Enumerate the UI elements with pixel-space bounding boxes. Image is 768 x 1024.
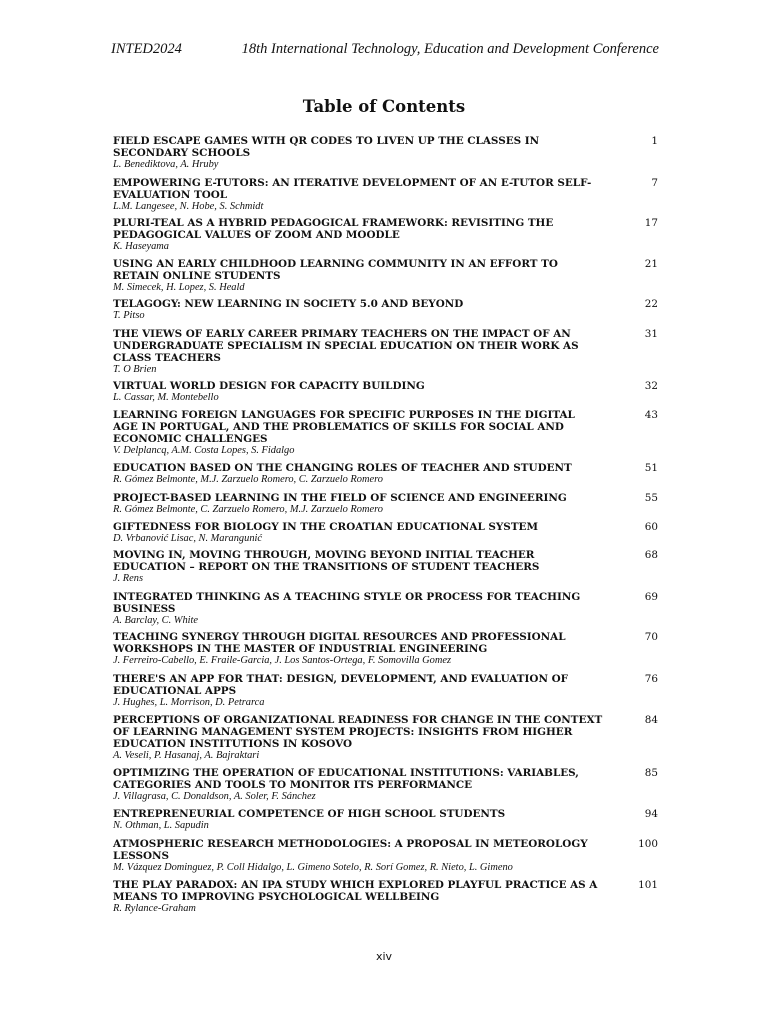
entry-title: EMPOWERING E-TUTORS: AN ITERATIVE DEVELOPMENT OF AN E-TUTOR SELF-EVALUATION TOOL	[113, 177, 592, 201]
toc-entry[interactable]	[113, 409, 658, 457]
toc-entry[interactable]	[113, 177, 658, 213]
entry-authors: A. Veseli, P. Hasanaj, A. Bajraktari	[113, 750, 260, 761]
conference-acronym: INTED2024	[111, 41, 182, 57]
entry-authors: A. Barclay, C. White	[113, 615, 199, 626]
entry-title: PROJECT-BASED LEARNING IN THE FIELD OF SCIENCE AND ENGINEERING	[113, 492, 567, 504]
toc-entry[interactable]	[113, 714, 658, 762]
entry-authors: J. Ferreiro-Cabello, E. Fraile-Garcia, J. Los Santos-Ortega, F. Somovilla Gomez	[113, 655, 452, 666]
entry-page-number: 69	[644, 591, 658, 603]
entry-page-number: 22	[644, 298, 658, 310]
entry-title: ENTREPRENEURIAL COMPETENCE OF HIGH SCHOOL STUDENTS	[113, 808, 506, 820]
page-title: Table of Contents	[302, 97, 466, 116]
toc-entry[interactable]	[113, 591, 658, 627]
toc-entry[interactable]	[113, 135, 658, 171]
entry-page-number: 43	[644, 409, 658, 421]
toc-entry[interactable]	[113, 492, 658, 516]
entry-page-number: 85	[644, 767, 658, 779]
entry-title: THE VIEWS OF EARLY CAREER PRIMARY TEACHERS ON THE IMPACT OF AN UNDERGRADUATE SPECIALISM IN SPECIAL EDUCATION ON THEIR WORK AS CLASS TEACHERS	[113, 328, 579, 364]
entry-page-number: 17	[644, 217, 658, 229]
toc-entry[interactable]	[113, 521, 658, 545]
toc-entry[interactable]	[113, 380, 658, 404]
entry-page-number: 68	[644, 549, 658, 561]
entry-page-number: 1	[651, 135, 658, 147]
entry-authors: R. Gómez Belmonte, C. Zarzuelo Romero, M.J. Zarzuelo Romero	[113, 504, 383, 515]
entry-authors: J. Hughes, L. Morrison, D. Petrarca	[113, 697, 265, 708]
toc-entry[interactable]	[113, 631, 658, 667]
toc-entry[interactable]	[113, 767, 658, 803]
entry-title: VIRTUAL WORLD DESIGN FOR CAPACITY BUILDING	[113, 380, 425, 392]
entry-page-number: 7	[651, 177, 658, 189]
entry-page-number: 60	[644, 521, 658, 533]
toc-entry[interactable]	[113, 298, 658, 322]
entry-page-number: 31	[644, 328, 658, 340]
entry-title: EDUCATION BASED ON THE CHANGING ROLES OF TEACHER AND STUDENT	[113, 462, 572, 474]
entry-authors: L. Cassar, M. Montebello	[113, 392, 219, 403]
toc-entry[interactable]	[113, 549, 658, 585]
entry-page-number: 100	[638, 838, 658, 850]
entry-title: PERCEPTIONS OF ORGANIZATIONAL READINESS FOR CHANGE IN THE CONTEXT OF LEARNING MANAGEMENT SYSTEM PROJECTS: INSIGHTS FROM HIGHER EDUCATION INSTITUTIONS IN KOSOVO	[113, 714, 603, 750]
entry-title: OPTIMIZING THE OPERATION OF EDUCATIONAL INSTITUTIONS: VARIABLES, CATEGORIES AND TOOLS TO MONITOR ITS PERFORMANCE	[113, 767, 579, 791]
entry-authors: V. Delplancq, A.M. Costa Lopes, S. Fidalgo	[113, 445, 295, 456]
conference-name: 18th International Technology, Education and Development Conference	[241, 41, 659, 57]
entry-authors: D. Vrbanović Lisac, N. Marangunić	[113, 533, 263, 544]
entry-page-number: 94	[644, 808, 658, 820]
page-number-footer: xiv	[375, 950, 393, 963]
entry-title: INTEGRATED THINKING AS A TEACHING STYLE OR PROCESS FOR TEACHING BUSINESS	[113, 591, 581, 615]
entry-title: FIELD ESCAPE GAMES WITH QR CODES TO LIVEN UP THE CLASSES IN SECONDARY SCHOOLS	[113, 135, 540, 159]
entry-authors: N. Othman, L. Sapudin	[113, 820, 209, 831]
entry-title: LEARNING FOREIGN LANGUAGES FOR SPECIFIC PURPOSES IN THE DIGITAL AGE IN PORTUGAL, AND THE PROBLEMATICS OF SKILLS FOR SOCIAL AND ECONOMIC CHALLENGES	[113, 409, 575, 445]
entry-authors: L. Benediktova, A. Hruby	[113, 159, 219, 170]
entry-title: THE PLAY PARADOX: AN IPA STUDY WHICH EXPLORED PLAYFUL PRACTICE AS A MEANS TO IMPROVING PSYCHOLOGICAL WELLBEING	[113, 879, 598, 903]
entry-authors: J. Villagrasa, C. Donaldson, A. Soler, F. Sánchez	[113, 791, 316, 802]
entry-authors: R. Gómez Belmonte, M.J. Zarzuelo Romero, C. Zarzuelo Romero	[113, 474, 383, 485]
entry-page-number: 101	[638, 879, 658, 891]
entry-title: PLURI-TEAL AS A HYBRID PEDAGOGICAL FRAMEWORK: REVISITING THE PEDAGOGICAL VALUES OF ZOOM AND MOODLE	[113, 217, 554, 241]
entry-authors: T. O Brien	[113, 364, 157, 375]
toc-entry[interactable]	[113, 217, 658, 253]
entry-authors: M. Simecek, H. Lopez, S. Heald	[113, 282, 245, 293]
toc-entry[interactable]	[113, 462, 658, 486]
toc-entry[interactable]	[113, 838, 658, 874]
entry-authors: M. Vázquez Dominguez, P. Coll Hidalgo, L. Gimeno Sotelo, R. Sorí Gomez, R. Nieto, L. Gimeno	[113, 862, 513, 873]
entry-authors: J. Rens	[113, 573, 144, 584]
entry-title: GIFTEDNESS FOR BIOLOGY IN THE CROATIAN EDUCATIONAL SYSTEM	[113, 521, 538, 533]
toc-entry[interactable]	[113, 879, 658, 915]
entry-title: MOVING IN, MOVING THROUGH, MOVING BEYOND INITIAL TEACHER EDUCATION – REPORT ON THE TRANSITIONS OF STUDENT TEACHERS	[113, 549, 540, 573]
entry-title: ATMOSPHERIC RESEARCH METHODOLOGIES: A PROPOSAL IN METEOROLOGY LESSONS	[113, 838, 588, 862]
entry-title: USING AN EARLY CHILDHOOD LEARNING COMMUNITY IN AN EFFORT TO RETAIN ONLINE STUDENTS	[113, 258, 558, 282]
entry-title: TEACHING SYNERGY THROUGH DIGITAL RESOURCES AND PROFESSIONAL WORKSHOPS IN THE MASTER OF INDUSTRIAL ENGINEERING	[113, 631, 566, 655]
entry-page-number: 21	[644, 258, 658, 270]
entry-title: TELAGOGY: NEW LEARNING IN SOCIETY 5.0 AND BEYOND	[113, 298, 464, 310]
toc-entry[interactable]	[113, 673, 658, 709]
entry-authors: R. Rylance-Graham	[113, 903, 196, 914]
entry-authors: K. Haseyama	[113, 241, 169, 252]
entry-authors: L.M. Langesee, N. Hobe, S. Schmidt	[113, 201, 264, 212]
toc-entry[interactable]	[113, 258, 658, 294]
entry-page-number: 76	[644, 673, 658, 685]
entry-title: THERE'S AN APP FOR THAT: DESIGN, DEVELOPMENT, AND EVALUATION OF EDUCATIONAL APPS	[113, 673, 568, 697]
entry-page-number: 32	[644, 380, 658, 392]
entry-page-number: 84	[644, 714, 658, 726]
entry-page-number: 55	[644, 492, 658, 504]
entry-page-number: 70	[644, 631, 658, 643]
entry-page-number: 51	[644, 462, 658, 474]
toc-entry[interactable]	[113, 328, 658, 376]
entry-authors: T. Pitso	[113, 310, 145, 321]
toc-entry[interactable]	[113, 808, 658, 832]
